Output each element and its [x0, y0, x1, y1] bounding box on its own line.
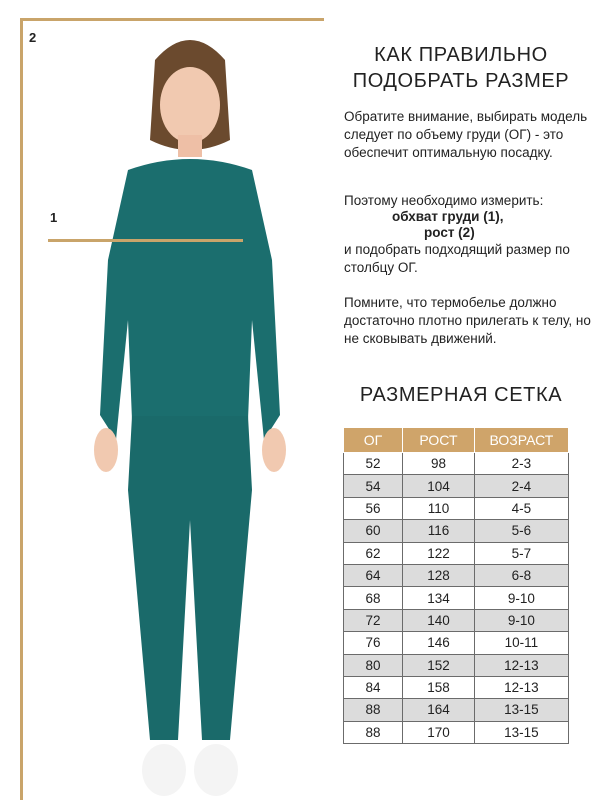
table-row — [344, 497, 569, 519]
table-row — [344, 654, 569, 676]
cell-og: 56 — [344, 497, 403, 519]
cell-rost: 116 — [403, 520, 475, 542]
frame-side-line — [20, 18, 23, 800]
size-grid-title: РАЗМЕРНАЯ СЕТКА — [359, 384, 563, 406]
size-table — [343, 427, 569, 744]
title-line-1: КАК ПРАВИЛЬНО — [374, 44, 548, 66]
column-header-age: ВОЗРАСТ — [474, 428, 568, 453]
cell-age: 6-8 — [474, 564, 568, 586]
table-row — [344, 542, 569, 564]
cell-age: 5-7 — [474, 542, 568, 564]
instruction-paragraph-1: Обратите внимание, выбирать модель следует по объему груди (ОГ) - это обеспечит оптимальную посадку. — [344, 109, 588, 160]
cell-rost: 104 — [403, 475, 475, 497]
table-row — [344, 609, 569, 631]
cell-og: 76 — [344, 632, 403, 654]
table-row — [344, 453, 569, 475]
cell-age: 9-10 — [474, 609, 568, 631]
measure-chest-label: обхват груди (1), — [392, 209, 504, 224]
cell-og: 84 — [344, 676, 403, 698]
cell-og: 60 — [344, 520, 403, 542]
cell-age: 12-13 — [474, 654, 568, 676]
table-row — [344, 587, 569, 609]
column-header-og: ОГ — [344, 428, 403, 453]
cell-rost: 128 — [403, 564, 475, 586]
cell-rost: 152 — [403, 654, 475, 676]
cell-rost: 122 — [403, 542, 475, 564]
cell-rost: 170 — [403, 721, 475, 743]
cell-og: 54 — [344, 475, 403, 497]
cell-og: 88 — [344, 721, 403, 743]
model-illustration — [40, 20, 340, 800]
cell-rost: 110 — [403, 497, 475, 519]
model-figure — [40, 20, 340, 800]
cell-age: 2-3 — [474, 453, 568, 475]
instruction-paragraph-3: и подобрать подходящий размер по столбцу ОГ. — [344, 242, 570, 275]
cell-age: 5-6 — [474, 520, 568, 542]
page-title — [330, 42, 592, 94]
cell-rost: 140 — [403, 609, 475, 631]
cell-rost: 98 — [403, 453, 475, 475]
cell-og: 88 — [344, 699, 403, 721]
column-header-rost: РОСТ — [403, 428, 475, 453]
cell-og: 68 — [344, 587, 403, 609]
cell-og: 62 — [344, 542, 403, 564]
cell-age: 9-10 — [474, 587, 568, 609]
size-table-header — [344, 428, 569, 453]
cell-rost: 134 — [403, 587, 475, 609]
table-row — [344, 721, 569, 743]
cell-age: 13-15 — [474, 699, 568, 721]
cell-rost: 158 — [403, 676, 475, 698]
table-row — [344, 475, 569, 497]
cell-age: 10-11 — [474, 632, 568, 654]
table-row — [344, 699, 569, 721]
cell-og: 64 — [344, 564, 403, 586]
table-row — [344, 632, 569, 654]
cell-og: 80 — [344, 654, 403, 676]
cell-age: 4-5 — [474, 497, 568, 519]
instruction-paragraph-2: Поэтому необходимо измерить: — [344, 193, 544, 208]
table-row — [344, 564, 569, 586]
chest-marker: 1 — [50, 210, 58, 225]
measure-height-label: рост (2) — [424, 225, 475, 240]
cell-age: 13-15 — [474, 721, 568, 743]
table-row — [344, 520, 569, 542]
table-row — [344, 676, 569, 698]
cell-og: 72 — [344, 609, 403, 631]
instruction-paragraph-4: Помните, что термобелье должно достаточно плотно прилегать к телу, но не сковывать движений. — [344, 295, 591, 346]
cell-og: 52 — [344, 453, 403, 475]
height-marker: 2 — [29, 30, 37, 45]
cell-rost: 146 — [403, 632, 475, 654]
chest-measure-line — [48, 239, 243, 242]
cell-age: 2-4 — [474, 475, 568, 497]
title-line-2: ПОДОБРАТЬ РАЗМЕР — [352, 70, 570, 92]
cell-age: 12-13 — [474, 676, 568, 698]
cell-rost: 164 — [403, 699, 475, 721]
